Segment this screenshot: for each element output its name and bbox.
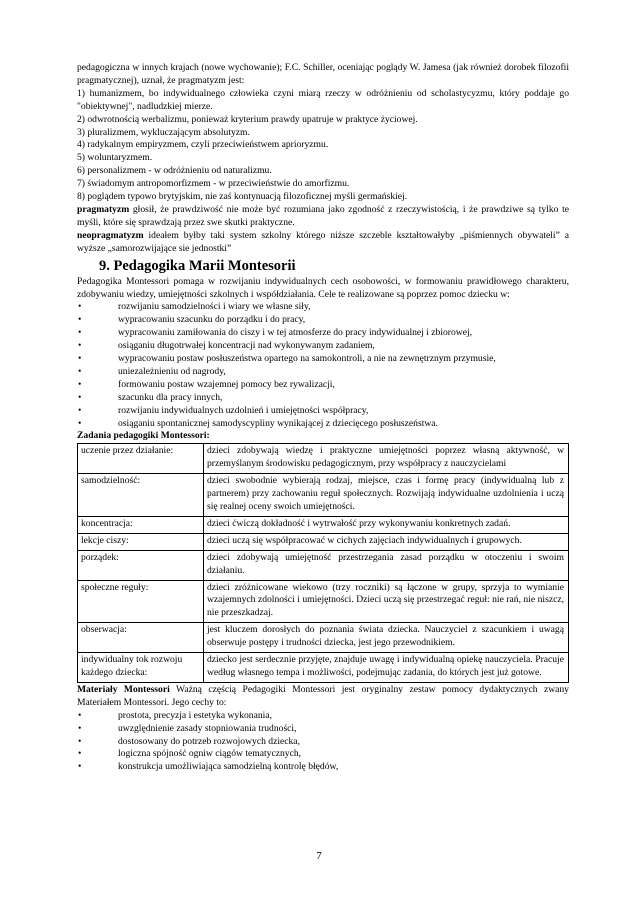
pragmatyzm-paragraph — [77, 204, 569, 230]
intro-block — [77, 62, 569, 204]
intro-line: 6) personalizmem - w odróżnieniu od naturalizmu. — [77, 165, 272, 177]
table-cell-key: porządek: — [78, 550, 204, 580]
table-row — [78, 516, 569, 533]
table-cell-value: dzieci zróżnicowane wiekowo (trzy roczniki) są łączone w grupy, sprzyja to wymianie wzajemnych zdolności i umiejętności. Dzieci uczą się przestrzegać reguł: nie rań, nie niszcz, nie przeszkadzaj. — [204, 580, 569, 623]
neopragmatyzm-text: ideałem byłby taki system szkolny którego niższe szczeble kształtowałyby „piśmiennych obywateli” a wyższe „samorozwijające sie jednostki” — [77, 229, 569, 254]
list-item: • uniezależnieniu od nagrody, — [77, 366, 569, 379]
section-title: 9. Pedagogika Marii Montesorii — [99, 257, 296, 274]
page-number: 7 — [316, 850, 322, 862]
intro-line: 1) humanizmem, bo indywidualnego człowieka czyni miarą rzeczy w odróżnieniu od scholastycyzmu, który poddaje go "obiektywnej", nadludzkiej mierze. — [77, 87, 569, 112]
pragmatyzm-text: głosił, że prawdziwość nie może być rozumiana jako zgodność z rzeczywistością, i że prawdziwe są tylko te myśli, które się sprawdzają przez swe skutki praktyczne. — [77, 203, 569, 228]
table-cell-key: samodzielność: — [78, 474, 204, 517]
goals-list — [77, 301, 569, 430]
tasks-table — [77, 443, 569, 683]
materials-text: Ważną częścią Pedagogiki Montessori jest oryginalny zestaw pomocy dydaktycznych zwany Materiałem Montessori. Jego cechy to: — [77, 683, 569, 708]
list-item: • rozwijaniu indywidualnych uzdolnień i umiejętności współpracy, — [77, 405, 569, 418]
list-item: • dostosowany do potrzeb rozwojowych dziecka, — [77, 736, 569, 749]
table-cell-value: dzieci zdobywają wiedzę i praktyczne umiejętności poprzez własną aktywność, w przemyślanym środowisku pedagogicznym, przy współpracy z nauczycielami — [204, 444, 569, 474]
list-item: • osiąganiu długotrwałej koncentracji nad wykonywanym zadaniem, — [77, 340, 569, 353]
table-cell-key: społeczne reguły: — [78, 580, 204, 623]
table-cell-key: lekcje ciszy: — [78, 533, 204, 550]
table-row — [78, 474, 569, 517]
materials-term: Materiały Montessori — [77, 683, 170, 695]
list-item: • logiczna spójność ogniw ciągów tematycznych, — [77, 748, 569, 761]
neopragmatyzm-term: neopragmatyzm — [77, 229, 144, 241]
table-row — [78, 653, 569, 683]
table-cell-key: obserwacja: — [78, 623, 204, 653]
list-item: • osiąganiu spontanicznej samodyscypliny wynikającej z dziecięcego posłuszeństwa. — [77, 418, 569, 431]
list-item: • rozwijaniu samodzielności i wiary we własne siły, — [77, 301, 569, 314]
table-cell-key: indywidualny tok rozwoju każdego dziecka: — [78, 653, 204, 683]
intro-line: pedagogiczna w innych krajach (nowe wychowanie); F.C. Schiller, oceniając poglądy W. Jamesa (jak również dorobek filozofii pragmatycznej), uznał, że pragmatyzm jest: — [77, 62, 569, 86]
list-item: • konstrukcja umożliwiająca samodzielną kontrolę błędów, — [77, 761, 569, 774]
materials-list — [77, 710, 569, 775]
intro-line: 8) poglądem typowo brytyjskim, nie zaś kontynuacją filozoficznej myśli germańskiej. — [77, 191, 408, 203]
list-item: • wypracowaniu zamiłowania do ciszy i w tej atmosferze do pracy indywidualnej i zbiorowej, — [77, 327, 569, 340]
intro-line: 4) radykalnym empiryzmem, czyli przeciwieństwem aprioryzmu. — [77, 139, 329, 151]
table-heading: Zadania pedagogiki Montessori: — [77, 430, 210, 442]
intro-line: 3) pluralizmem, wykluczającym absolutyzm. — [77, 126, 250, 138]
list-item: • uwzględnienie zasady stopniowania trudności, — [77, 723, 569, 736]
list-item: • wypracowaniu postaw posłuszeństwa opartego na samokontroli, a nie na zewnętrznym przymusie, — [77, 353, 569, 366]
list-item: • wypracowaniu szacunku do porządku i do pracy, — [77, 314, 569, 327]
table-cell-value: jest kluczem dorosłych do poznania świata dziecka. Nauczyciel z szacunkiem i uwagą obserwuje postępy i trudności dziecka, jest jego przewodnikiem. — [204, 623, 569, 653]
document-page — [77, 62, 569, 774]
table-row — [78, 623, 569, 653]
pragmatyzm-term: pragmatyzm — [77, 203, 130, 215]
list-item: • prostota, precyzja i estetyka wykonania, — [77, 710, 569, 723]
table-cell-value: dzieci swobodnie wybierają rodzaj, miejsce, czas i formę pracy (indywidualną lub z partnerem) przy zachowaniu reguł społecznych. Rozwijają indywidualne uzdolnienia i uczą się realnej oceny swoich umiejętności. — [204, 474, 569, 517]
list-item: • szacunku dla pracy innych, — [77, 392, 569, 405]
table-cell-key: koncentracja: — [78, 516, 204, 533]
table-cell-value: dzieci uczą się współpracować w cichych zajęciach indywidualnych i grupowych. — [204, 533, 569, 550]
section-paragraph: Pedagogika Montessori pomaga w rozwijaniu indywidualnych cech osobowości, w formowaniu prawidłowego charakteru, zdobywaniu wiedzy, umiejętności szkolnych i współdziałania. Cele te realizowane są poprzez pomoc dziecku w: — [77, 275, 569, 300]
neopragmatyzm-paragraph — [77, 230, 569, 256]
table-row — [78, 444, 569, 474]
list-item: • formowaniu postaw wzajemnej pomocy bez rywalizacji, — [77, 379, 569, 392]
intro-line: 2) odwrotnością werbalizmu, ponieważ kryterium prawdy upatruje w praktyce życiowej. — [77, 113, 418, 125]
table-cell-key: uczenie przez działanie: — [78, 444, 204, 474]
materials-paragraph — [77, 684, 569, 710]
table-cell-value: dziecko jest serdecznie przyjęte, znajduje uwagę i indywidualną opiekę nauczyciela. Pracuje według własnego tempa i możliwości, podejmując zadania, do których jest już gotowe. — [204, 653, 569, 683]
table-row — [78, 533, 569, 550]
table-cell-value: dzieci ćwiczą dokładność i wytrwałość przy wykonywaniu konkretnych zadań. — [204, 516, 569, 533]
table-row — [78, 580, 569, 623]
intro-line: 7) świadomym antropomorfizmem - w przeciwieństwie do amorfizmu. — [77, 178, 350, 190]
table-row — [78, 550, 569, 580]
intro-line: 5) woluntaryzmem. — [77, 152, 153, 164]
table-cell-value: dzieci zdobywają umiejętność przestrzegania zasad porządku w otoczeniu i swoim działaniu. — [204, 550, 569, 580]
